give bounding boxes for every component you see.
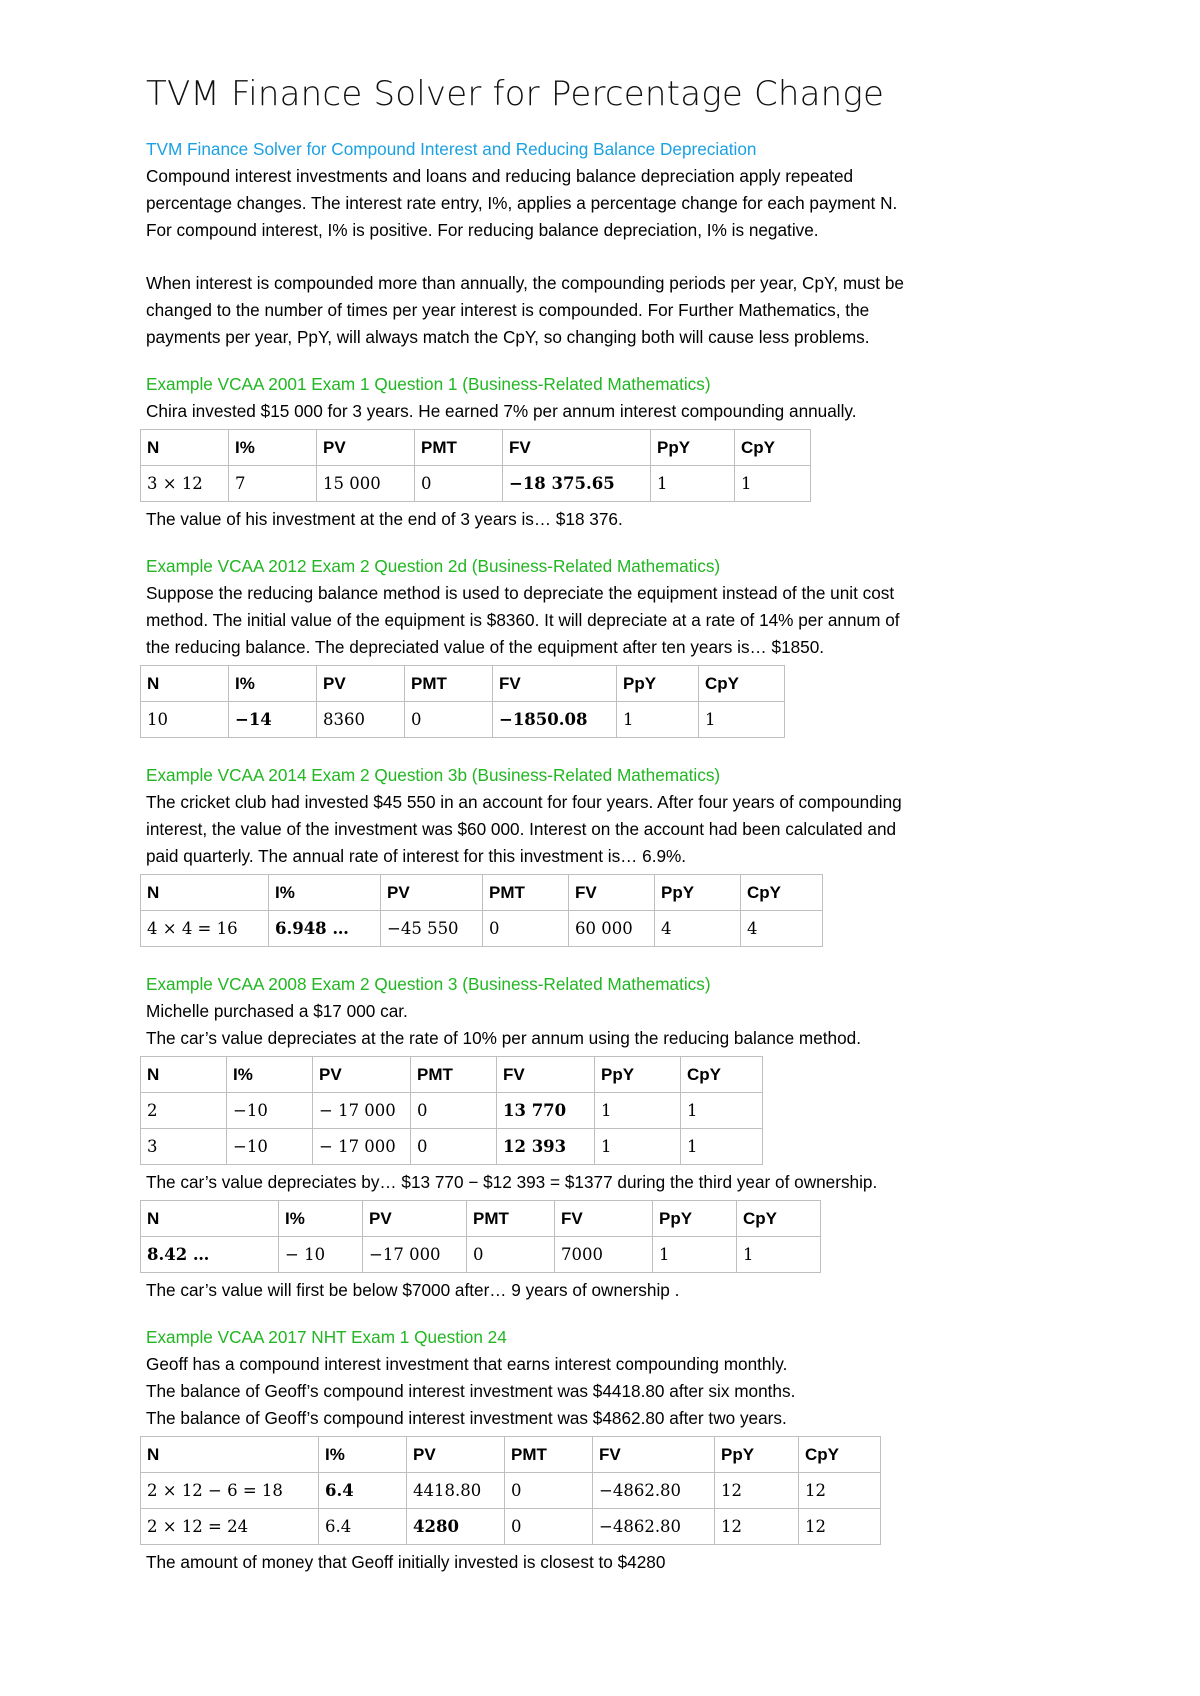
table-row xyxy=(141,1237,821,1273)
cell-pmt: 0 xyxy=(411,1093,497,1129)
cell-pv: −45 550 xyxy=(381,911,483,947)
header-cell: CpY xyxy=(681,1057,763,1093)
cell-ppy: 1 xyxy=(595,1093,681,1129)
header-cell: I% xyxy=(269,875,381,911)
header-cell: FV xyxy=(555,1201,653,1237)
table-header-row xyxy=(141,1201,821,1237)
cell-ppy: 12 xyxy=(715,1473,799,1509)
intro-heading: TVM Finance Solver for Compound Interest and Reducing Balance Depreciation xyxy=(146,139,757,159)
intro-line: For compound interest, I% is positive. For reducing balance depreciation, I% is negative. xyxy=(146,220,819,240)
table-header-row xyxy=(141,666,785,702)
header-cell: PMT xyxy=(467,1201,555,1237)
header-cell: CpY xyxy=(741,875,823,911)
cell-cpy: 4 xyxy=(741,911,823,947)
tvm-table xyxy=(140,1436,881,1545)
table-row xyxy=(141,1509,881,1545)
example-text: paid quarterly. The annual rate of interest for this investment is… 6.9%. xyxy=(146,846,687,866)
header-cell: PpY xyxy=(715,1437,799,1473)
cell-i: − 10 xyxy=(279,1237,363,1273)
cell-fv: 13 770 xyxy=(497,1093,595,1129)
header-cell: N xyxy=(141,875,269,911)
cell-i: −10 xyxy=(227,1093,313,1129)
tvm-table xyxy=(140,1200,821,1273)
cell-fv: 7000 xyxy=(555,1237,653,1273)
cell-ppy: 1 xyxy=(595,1129,681,1165)
header-cell: PV xyxy=(313,1057,411,1093)
example-text: The balance of Geoff’s compound interest investment was $4862.80 after two years. xyxy=(146,1408,787,1428)
cell-cpy: 1 xyxy=(737,1237,821,1273)
cell-n: 2 × 12 = 24 xyxy=(141,1509,319,1545)
table-row xyxy=(141,1473,881,1509)
cell-pmt: 0 xyxy=(405,702,493,738)
tvm-table xyxy=(140,429,811,502)
cell-cpy: 1 xyxy=(681,1093,763,1129)
header-cell: PV xyxy=(317,430,415,466)
cell-n: 3 × 12 xyxy=(141,466,229,502)
header-cell: PV xyxy=(407,1437,505,1473)
cell-ppy: 1 xyxy=(651,466,735,502)
header-cell: CpY xyxy=(699,666,785,702)
cell-fv: 12 393 xyxy=(497,1129,595,1165)
header-cell: N xyxy=(141,1201,279,1237)
header-cell: PV xyxy=(317,666,405,702)
cell-fv: 60 000 xyxy=(569,911,655,947)
header-cell: FV xyxy=(503,430,651,466)
page-title: TVM Finance Solver for Percentage Change xyxy=(146,74,885,114)
cell-pv: 15 000 xyxy=(317,466,415,502)
example-answer: The car’s value depreciates by… $13 770 − $12 393 = $1377 during the third year of ownership. xyxy=(146,1172,878,1192)
example-text: The cricket club had invested $45 550 in an account for four years. After four years of compounding xyxy=(146,792,902,812)
cell-ppy: 1 xyxy=(617,702,699,738)
header-cell: PV xyxy=(381,875,483,911)
example-answer: The value of his investment at the end of 3 years is… $18 376. xyxy=(146,509,623,529)
cell-cpy: 12 xyxy=(799,1509,881,1545)
cell-i: −14 xyxy=(229,702,317,738)
header-cell: PMT xyxy=(505,1437,593,1473)
header-cell: I% xyxy=(229,430,317,466)
header-cell: CpY xyxy=(799,1437,881,1473)
intro-line: When interest is compounded more than annually, the compounding periods per year, CpY, must be xyxy=(146,273,904,293)
table-header-row xyxy=(141,875,823,911)
cell-pmt: 0 xyxy=(467,1237,555,1273)
cell-pv: 4280 xyxy=(407,1509,505,1545)
example-answer: The amount of money that Geoff initially invested is closest to $4280 xyxy=(146,1552,666,1572)
cell-cpy: 1 xyxy=(699,702,785,738)
example-heading: Example VCAA 2001 Exam 1 Question 1 (Business-Related Mathematics) xyxy=(146,374,711,394)
header-cell: PMT xyxy=(411,1057,497,1093)
cell-fv: −4862.80 xyxy=(593,1509,715,1545)
header-cell: PpY xyxy=(595,1057,681,1093)
tvm-table xyxy=(140,874,823,947)
header-cell: I% xyxy=(319,1437,407,1473)
example-text: Geoff has a compound interest investment that earns interest compounding monthly. xyxy=(146,1354,788,1374)
header-cell: PMT xyxy=(415,430,503,466)
cell-pmt: 0 xyxy=(411,1129,497,1165)
header-cell: I% xyxy=(279,1201,363,1237)
cell-n: 10 xyxy=(141,702,229,738)
cell-n: 3 xyxy=(141,1129,227,1165)
cell-cpy: 1 xyxy=(735,466,811,502)
table-row xyxy=(141,1093,763,1129)
header-cell: CpY xyxy=(735,430,811,466)
cell-pmt: 0 xyxy=(415,466,503,502)
example-text: Suppose the reducing balance method is used to depreciate the equipment instead of the unit cost xyxy=(146,583,895,603)
table-row xyxy=(141,911,823,947)
example-text: The car’s value depreciates at the rate of 10% per annum using the reducing balance method. xyxy=(146,1028,862,1048)
cell-pmt: 0 xyxy=(505,1509,593,1545)
cell-i: 7 xyxy=(229,466,317,502)
header-cell: N xyxy=(141,666,229,702)
header-cell: PMT xyxy=(405,666,493,702)
cell-ppy: 12 xyxy=(715,1509,799,1545)
cell-pv: −17 000 xyxy=(363,1237,467,1273)
header-cell: PV xyxy=(363,1201,467,1237)
intro-line: payments per year, PpY, will always match the CpY, so changing both will cause less problems. xyxy=(146,327,870,347)
cell-ppy: 4 xyxy=(655,911,741,947)
intro-line: Compound interest investments and loans and reducing balance depreciation apply repeated xyxy=(146,166,854,186)
example-text: The balance of Geoff’s compound interest investment was $4418.80 after six months. xyxy=(146,1381,796,1401)
cell-fv: −1850.08 xyxy=(493,702,617,738)
example-text: interest, the value of the investment was $60 000. Interest on the account had been calculated and xyxy=(146,819,897,839)
cell-pmt: 0 xyxy=(505,1473,593,1509)
cell-cpy: 1 xyxy=(681,1129,763,1165)
cell-n: 8.42 … xyxy=(141,1237,279,1273)
tvm-table xyxy=(140,1056,763,1165)
cell-fv: −4862.80 xyxy=(593,1473,715,1509)
example-heading: Example VCAA 2014 Exam 2 Question 3b (Business-Related Mathematics) xyxy=(146,765,721,785)
header-cell: N xyxy=(141,1057,227,1093)
document-page xyxy=(146,74,1066,1576)
example-text: the reducing balance. The depreciated value of the equipment after ten years is… $1850. xyxy=(146,637,825,657)
intro-line: percentage changes. The interest rate entry, I%, applies a percentage change for each payment N. xyxy=(146,193,898,213)
example-text: Michelle purchased a $17 000 car. xyxy=(146,1001,408,1021)
header-cell: FV xyxy=(497,1057,595,1093)
table-row xyxy=(141,466,811,502)
table-header-row xyxy=(141,430,811,466)
header-cell: PpY xyxy=(653,1201,737,1237)
table-header-row xyxy=(141,1057,763,1093)
table-row xyxy=(141,1129,763,1165)
header-cell: I% xyxy=(227,1057,313,1093)
cell-n: 2 xyxy=(141,1093,227,1129)
header-cell: FV xyxy=(593,1437,715,1473)
example-heading: Example VCAA 2017 NHT Exam 1 Question 24 xyxy=(146,1327,507,1347)
example-heading: Example VCAA 2012 Exam 2 Question 2d (Business-Related Mathematics) xyxy=(146,556,721,576)
header-cell: PpY xyxy=(617,666,699,702)
cell-i: 6.4 xyxy=(319,1509,407,1545)
tvm-table xyxy=(140,665,785,738)
cell-pv: 4418.80 xyxy=(407,1473,505,1509)
header-cell: I% xyxy=(229,666,317,702)
header-cell: PpY xyxy=(651,430,735,466)
cell-ppy: 1 xyxy=(653,1237,737,1273)
table-row xyxy=(141,702,785,738)
cell-n: 2 × 12 − 6 = 18 xyxy=(141,1473,319,1509)
cell-fv: −18 375.65 xyxy=(503,466,651,502)
cell-i: 6.948 … xyxy=(269,911,381,947)
header-cell: FV xyxy=(493,666,617,702)
cell-pv: 8360 xyxy=(317,702,405,738)
example-heading: Example VCAA 2008 Exam 2 Question 3 (Business-Related Mathematics) xyxy=(146,974,711,994)
table-header-row xyxy=(141,1437,881,1473)
cell-n: 4 × 4 = 16 xyxy=(141,911,269,947)
example-answer: The car’s value will first be below $7000 after… 9 years of ownership . xyxy=(146,1280,680,1300)
cell-pv: − 17 000 xyxy=(313,1093,411,1129)
header-cell: PMT xyxy=(483,875,569,911)
header-cell: FV xyxy=(569,875,655,911)
cell-pmt: 0 xyxy=(483,911,569,947)
header-cell: N xyxy=(141,430,229,466)
header-cell: PpY xyxy=(655,875,741,911)
cell-i: 6.4 xyxy=(319,1473,407,1509)
example-text: Chira invested $15 000 for 3 years. He earned 7% per annum interest compounding annually. xyxy=(146,401,857,421)
cell-pv: − 17 000 xyxy=(313,1129,411,1165)
cell-i: −10 xyxy=(227,1129,313,1165)
header-cell: N xyxy=(141,1437,319,1473)
header-cell: CpY xyxy=(737,1201,821,1237)
intro-line: changed to the number of times per year interest is compounded. For Further Mathematics, the xyxy=(146,300,870,320)
cell-cpy: 12 xyxy=(799,1473,881,1509)
example-text: method. The initial value of the equipment is $8360. It will depreciate at a rate of 14% per annum of xyxy=(146,610,900,630)
